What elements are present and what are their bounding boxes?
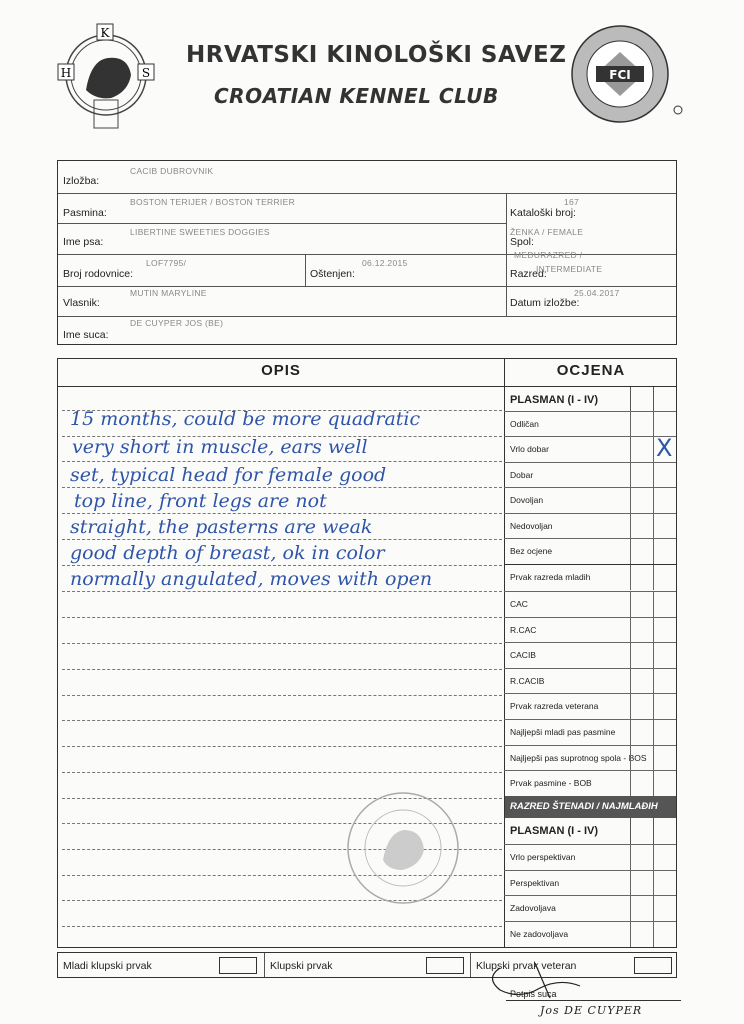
puppy-header: RAZRED ŠTENADI / NAJMLAĐIH [510,801,658,812]
rodovnica-value: LOF7795/ [146,258,187,268]
razred-label: Razred: [510,268,547,280]
pasmina-value: BOSTON TERIJER / BOSTON TERRIER [130,197,296,207]
mladi-klupski-label: Mladi klupski prvak [63,960,152,972]
izlozba-value: CACIB DUBROVNIK [130,166,214,176]
title-row: Najljepši mladi pas pasmine [504,719,676,744]
grade-row: Bez ocjene [504,538,676,563]
klupski-label: Klupski prvak [270,960,333,972]
svg-text:FCI: FCI [609,68,631,82]
datum-value: 25.04.2017 [574,288,620,298]
puppy-plasman: PLASMAN (I - IV) [510,825,598,837]
opis-line-7: normally angulated, moves with open [70,568,433,590]
title-row: CACIB [504,642,676,667]
grade-row: Dobar [504,462,676,487]
veteran-checkbox[interactable] [634,957,672,974]
katalog-value: 167 [564,197,580,207]
puppy-grade-row: Zadovoljava [504,895,676,920]
puppy-grade-row: Ne zadovoljava [504,921,676,946]
spol-value: ŽENKA / FEMALE [510,227,584,237]
grade-row: Odličan [504,411,676,436]
svg-text:H: H [60,66,72,80]
puppy-grade-row: Perspektivan [504,870,676,895]
datum-label: Datum izložbe: [510,297,580,309]
title-row: R.CAC [504,617,676,642]
title-row: R.CACIB [504,668,676,693]
kennel-club-stamp [338,790,468,910]
title-row: Prvak razreda veterana [504,693,676,718]
ime-psa-label: Ime psa: [63,236,104,248]
suca-value: DE CUYPER JOS (BE) [130,318,224,328]
ostenjen-label: Oštenjen: [310,268,355,280]
grade-row: Vrlo dobar [504,436,676,461]
vlasnik-value: MUTIN MARYLINE [130,288,207,298]
opis-header: OPIS [261,362,301,379]
signature: Jos DE CUYPER [540,1004,643,1017]
signature-scribble [480,958,600,1008]
club-title-hr: HRVATSKI KINOLOŠKI SAVEZ [186,42,567,68]
title-row: Prvak pasmine - BOB [504,770,676,795]
vlasnik-label: Vlasnik: [63,297,100,309]
veteran-label: Klupski prvak veteran [476,960,577,972]
fci-logo [560,22,690,132]
suca-label: Ime suca: [63,329,109,341]
svg-text:S: S [141,66,151,80]
razred-value-1: MEĐURAZRED / [514,250,583,260]
pasmina-label: Pasmina: [63,207,107,219]
katalog-label: Kataloški broj: [510,207,576,219]
grade-mark: X [656,434,673,462]
razred-value-2: INTERMEDIATE [536,264,603,274]
title-row: Najljepši pas suprotnog spola - BOS [504,745,676,770]
opis-line-3: set, typical head for female good [70,464,387,486]
puppy-grade-row: Vrlo perspektivan [504,844,676,869]
svg-text:K: K [100,26,110,40]
title-row: CAC [504,591,676,616]
spol-label: Spol: [510,236,534,248]
ostenjen-value: 06.12.2015 [362,258,408,268]
opis-line-6: good depth of breast, ok in color [70,542,385,564]
title-row: Prvak razreda mladih [504,565,676,590]
club-title-en: CROATIAN KENNEL CLUB [214,84,499,108]
plasman-header: PLASMAN (I - IV) [510,394,598,406]
ime-psa-value: LIBERTINE SWEETIES DOGGIES [130,227,270,237]
rodovnica-label: Broj rodovnice: [63,268,134,280]
opis-line-4: top line, front legs are not [74,490,327,512]
izlozba-label: Izložba: [63,175,100,187]
hks-logo [56,20,156,138]
grade-row: Dovoljan [504,487,676,512]
grade-row: Nedovoljan [504,513,676,538]
opis-line-2: very short in muscle, ears well [72,436,368,458]
ocjena-header: OCJENA [556,362,626,379]
opis-line-1: 15 months, could be more quadratic [70,408,421,430]
klupski-checkbox[interactable] [426,957,464,974]
potpis-label: Potpis suca [510,989,557,999]
mladi-klupski-checkbox[interactable] [219,957,257,974]
opis-line-5: straight, the pasterns are weak [70,516,373,538]
